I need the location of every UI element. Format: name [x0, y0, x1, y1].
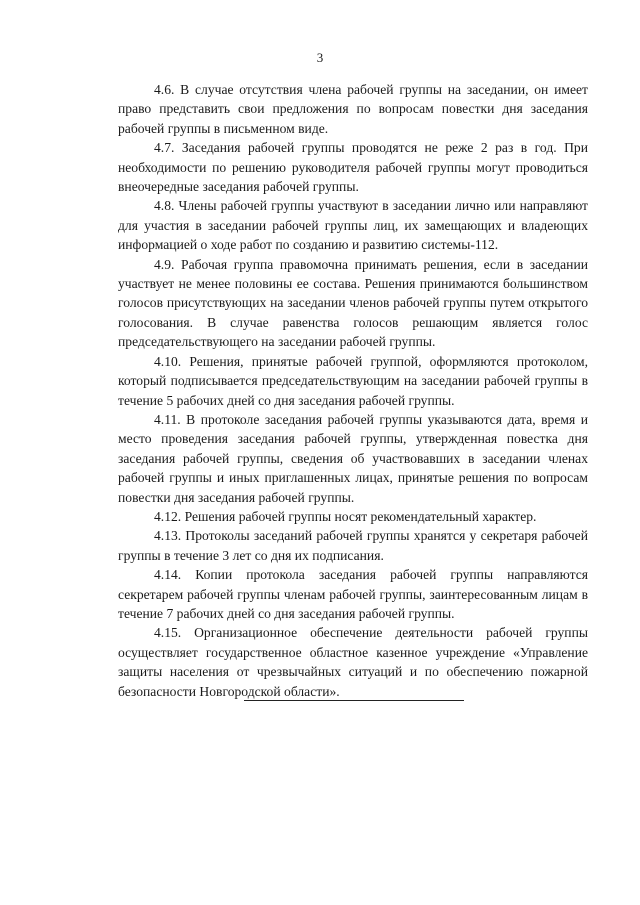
paragraph-4-10: 4.10. Решения, принятые рабочей группой, оформляются протоколом, который подписывается председательствующим на заседании рабочей группы в течение 5 рабочих дней со дня заседания рабочей группы.: [118, 353, 588, 408]
paragraph-4-9: 4.9. Рабочая группа правомочна принимать решения, если в заседании участвует не менее половины ее состава. Решения принимаются большинством голосов присутствующих на заседании членов рабочей группы путем открытого голосования. В случае равенства голосов решающим является голос председательствующего на заседании рабочей группы.: [118, 256, 588, 350]
paragraph-4-14: 4.14. Копии протокола заседания рабочей группы направляются секретарем рабочей группы членам рабочей группы, заинтересованным лицам в течение 7 рабочих дней со дня заседания рабочей группы.: [118, 567, 588, 621]
end-of-document-rule: [244, 700, 464, 701]
paragraph-4-12: 4.12. Решения рабочей группы носят рекомендательный характер.: [154, 508, 537, 524]
paragraph-4-8: 4.8. Члены рабочей группы участвуют в заседании лично или направляют для участия в заседании рабочей группы лиц, их замещающих и владеющих информацией о ходе работ по созданию и развитию системы-112.: [118, 198, 588, 253]
paragraph-4-15: 4.15. Организационное обеспечение деятельности рабочей группы осуществляет государственное областное казенное учреждение «Управление защиты населения от чрезвычайных ситуаций и по обеспечению пожарной безопасности Новгородской области».: [118, 625, 588, 699]
page-number: 3: [316, 50, 324, 65]
paragraph-4-13: 4.13. Протоколы заседаний рабочей группы хранятся у секретаря рабочей группы в течение 3 лет со дня их подписания.: [118, 528, 588, 563]
paragraph-4-6: 4.6. В случае отсутствия члена рабочей группы на заседании, он имеет право представить свои предложения по вопросам повестки дня заседания рабочей группы в письменном виде.: [118, 82, 588, 136]
paragraph-4-11: 4.11. В протоколе заседания рабочей группы указываются дата, время и место проведения заседания рабочей группы, утвержденная повестка дня заседания рабочей группы, сведения об участвовавших в заседании членах рабочей группы и иных приглашенных лицах, принятые решения по вопросам повестки дня заседания рабочей группы.: [118, 411, 588, 505]
paragraph-4-7: 4.7. Заседания рабочей группы проводятся не реже 2 раз в год. При необходимости по решению руководителя рабочей группы могут проводиться внеочередные заседания рабочей группы.: [118, 140, 588, 195]
document-body: [118, 80, 588, 701]
